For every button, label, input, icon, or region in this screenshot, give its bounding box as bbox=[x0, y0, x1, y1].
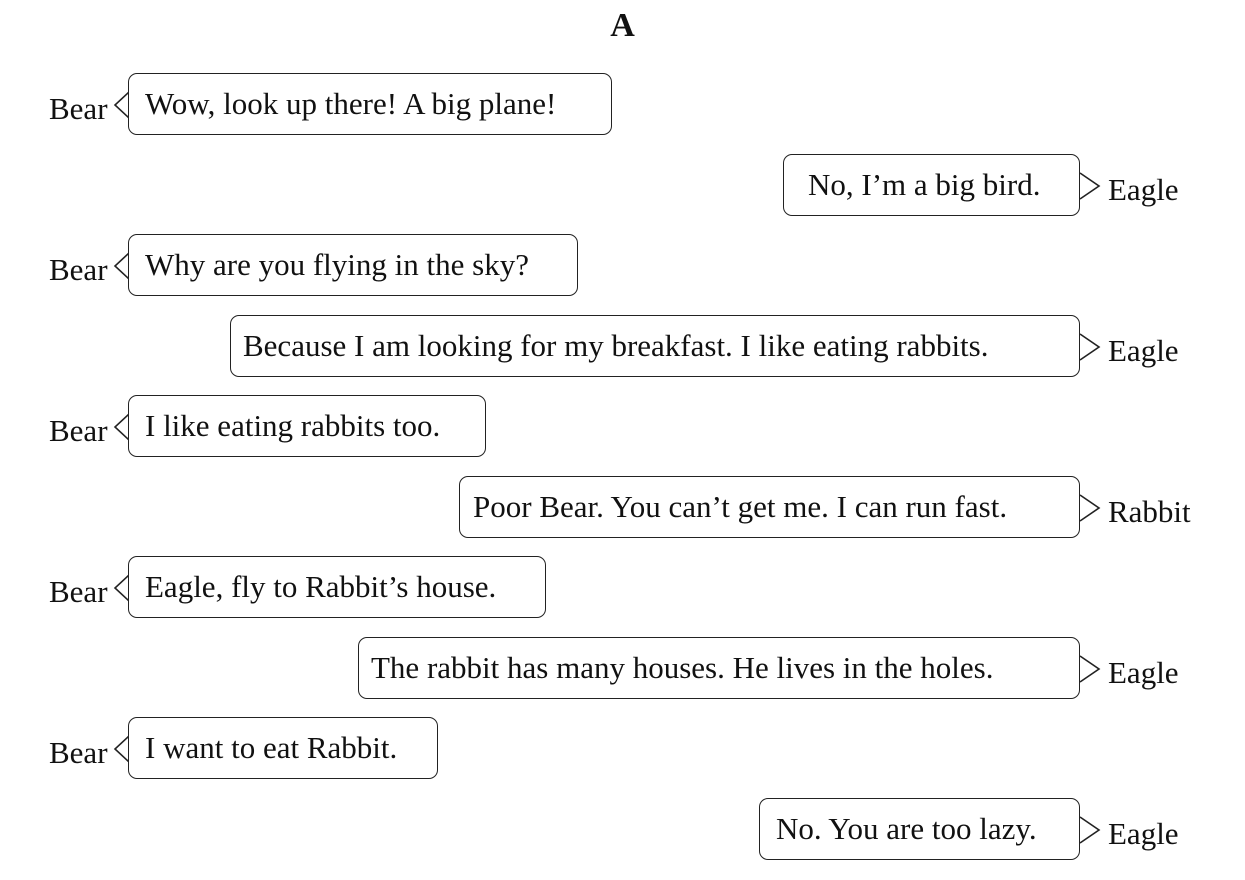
speech-bubble: No, I’m a big bird. bbox=[783, 154, 1080, 216]
page-title: A bbox=[610, 7, 635, 44]
dialogue-line bbox=[0, 798, 1245, 864]
speaker-name: Bear bbox=[49, 574, 108, 609]
dialogue-line bbox=[0, 154, 1245, 220]
speaker-name: Eagle bbox=[1108, 816, 1179, 851]
speech-tail bbox=[1079, 495, 1101, 521]
speaker-name: Bear bbox=[49, 413, 108, 448]
speech-bubble: Because I am looking for my breakfast. I like eating rabbits. bbox=[230, 315, 1080, 377]
speech-tail bbox=[1079, 173, 1101, 199]
speaker-name: Bear bbox=[49, 91, 108, 126]
speaker-name: Eagle bbox=[1108, 655, 1179, 690]
speaker-name: Bear bbox=[49, 735, 108, 770]
speech-bubble: Eagle, fly to Rabbit’s house. bbox=[128, 556, 546, 618]
speech-bubble: I want to eat Rabbit. bbox=[128, 717, 438, 779]
speech-bubble: I like eating rabbits too. bbox=[128, 395, 486, 457]
speech-tail bbox=[1079, 656, 1101, 682]
speech-tail bbox=[1079, 817, 1101, 843]
speech-bubble: No. You are too lazy. bbox=[759, 798, 1080, 860]
speech-tail bbox=[1079, 334, 1101, 360]
speech-bubble: Wow, look up there! A big plane! bbox=[128, 73, 612, 135]
dialogue-line bbox=[0, 556, 1245, 622]
speech-bubble: Poor Bear. You can’t get me. I can run fast. bbox=[459, 476, 1080, 538]
dialogue-line bbox=[0, 637, 1245, 703]
speech-bubble: The rabbit has many houses. He lives in the holes. bbox=[358, 637, 1080, 699]
speaker-name: Eagle bbox=[1108, 333, 1179, 368]
dialogue-line bbox=[0, 234, 1245, 300]
dialogue-line bbox=[0, 717, 1245, 783]
dialogue-line bbox=[0, 315, 1245, 381]
speaker-name: Eagle bbox=[1108, 172, 1179, 207]
dialogue-line bbox=[0, 395, 1245, 461]
dialogue-line bbox=[0, 73, 1245, 139]
speech-bubble: Why are you flying in the sky? bbox=[128, 234, 578, 296]
speaker-name: Rabbit bbox=[1108, 494, 1191, 529]
dialogue-line bbox=[0, 476, 1245, 542]
speaker-name: Bear bbox=[49, 252, 108, 287]
